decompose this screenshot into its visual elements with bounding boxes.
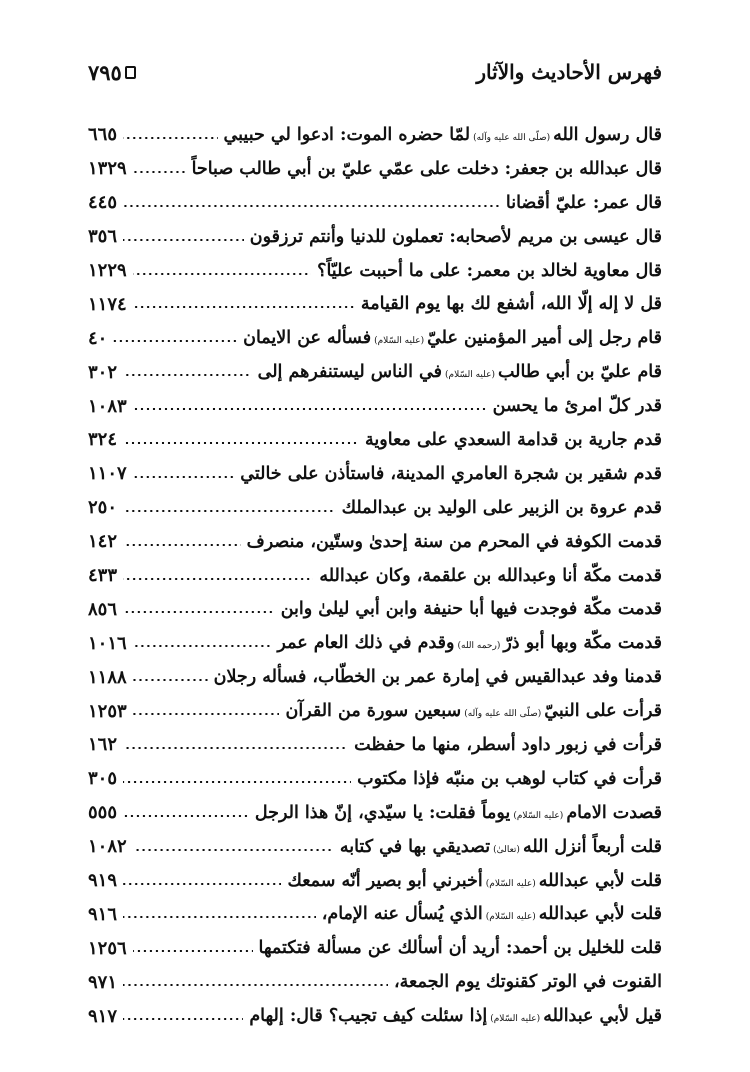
dot-leader [123, 205, 500, 207]
entry-main-text: قدمت مكّة فوجدت فيها أبا حنيفة وابن أبي ليلىٰ وابن [280, 599, 662, 620]
entry-page-number: ٢٥٠ [88, 497, 118, 519]
entry-honorific: (رحمه الله) [457, 641, 501, 652]
entry-main-text: قصدت الامام [566, 802, 662, 823]
index-entry [88, 999, 662, 1033]
entry-honorific: (عليه السّلام) [374, 336, 425, 347]
index-entry [88, 254, 662, 288]
index-entry [88, 118, 662, 152]
dot-leader [133, 679, 208, 681]
dot-leader [133, 273, 312, 275]
entry-page-number: ١٦٢ [88, 734, 118, 756]
entry-continuation: تصديقي بها في كتابه [339, 836, 491, 857]
index-entry [88, 592, 662, 626]
entry-page-number: ١٣٢٩ [88, 158, 127, 180]
entry-honorific: (عليه السّلام) [444, 370, 495, 381]
index-entry [88, 321, 662, 355]
dot-leader [123, 781, 351, 783]
entry-text [258, 362, 662, 382]
entry-page-number: ١٢٥٦ [88, 937, 127, 959]
index-entry [88, 559, 662, 593]
page-number-block [88, 60, 136, 85]
entry-page-number: ١٠١٦ [88, 632, 127, 654]
entry-main-text: قدم شقير بن شجرة العامري المدينة، فاستأذن على خالتي [240, 463, 662, 484]
dot-leader [123, 544, 241, 546]
entry-main-text: القنوت في الوتر كقنوتك يوم الجمعة، [394, 972, 662, 993]
entry-page-number: ٥٥٥ [88, 802, 118, 824]
index-entry [88, 457, 662, 491]
running-title: فهرس الأحاديث والآثار [476, 60, 662, 84]
entry-text [493, 396, 662, 416]
entry-honorific: (عليه السّلام) [485, 878, 536, 889]
entry-text [243, 328, 662, 348]
entry-continuation: فسأله عن الايمان [243, 328, 372, 349]
dot-leader [123, 239, 244, 241]
dot-leader [123, 374, 252, 376]
dot-leader [123, 578, 313, 580]
entry-main-text: قدمت مكّة أنا وعبدالله بن علقمة، وكان عبدالله [319, 565, 662, 586]
entry-text [240, 464, 662, 484]
entry-text [322, 904, 662, 924]
entry-honorific: (صلّى الله عليه وآله) [464, 709, 542, 720]
dot-leader [133, 476, 235, 478]
index-entry [88, 355, 662, 389]
entry-text [277, 633, 662, 653]
index-entry [88, 830, 662, 864]
hadith-index-list [88, 118, 662, 1033]
entry-main-text: قرأت في كتاب لوهب بن منبّه فإذا مكتوب [357, 768, 662, 789]
entry-main-text: قدم جارية بن قدامة السعدي على معاوية [365, 429, 662, 450]
dot-leader [133, 950, 253, 952]
entry-page-number: ٤٣٣ [88, 565, 118, 587]
entry-main-text: قدر كلّ امرئ ما يحسن [492, 396, 662, 417]
entry-main-text: قلت لأبي عبدالله [538, 870, 662, 891]
entry-text [361, 294, 662, 314]
entry-honorific: (عليه السّلام) [485, 912, 536, 923]
entry-text [319, 566, 662, 586]
entry-page-number: ٣٠٥ [88, 768, 118, 790]
entry-continuation: وقدم في ذلك العام عمر [277, 633, 455, 654]
entry-continuation: يوماً فقلت: يا سيّدي، إنّ هذا الرجل [254, 802, 511, 823]
index-entry [88, 389, 662, 423]
dot-leader [133, 713, 280, 715]
index-entry [88, 694, 662, 728]
index-entry [88, 796, 662, 830]
dot-leader [133, 306, 355, 308]
entry-page-number: ١١٧٤ [88, 293, 127, 315]
index-entry [88, 864, 662, 898]
entry-honorific: (عليه السّلام) [513, 810, 564, 821]
entry-text [287, 871, 662, 891]
index-entry [88, 965, 662, 999]
entry-honorific: (تعالىٰ) [493, 844, 520, 855]
index-entry [88, 660, 662, 694]
entry-main-text: قيل لأبي عبدالله [543, 1006, 662, 1027]
dot-leader [133, 171, 186, 173]
page-header [88, 52, 662, 92]
entry-text [285, 701, 662, 721]
entry-text [342, 498, 662, 518]
page-number: ٧٩٥ [88, 59, 122, 85]
entry-main-text: قل لا إله إلّا الله، أشفع لك بها يوم القيامة [360, 294, 662, 315]
entry-main-text: قرأت على النبيّ [544, 701, 662, 722]
index-entry [88, 525, 662, 559]
entry-main-text: قال رسول الله [553, 124, 662, 145]
entry-main-text: قلت أربعاً أنزل الله [522, 836, 662, 857]
entry-continuation: في الناس ليستنفرهم إلى [257, 362, 442, 383]
dot-leader [133, 849, 334, 851]
entry-text [357, 769, 662, 789]
index-entry [88, 220, 662, 254]
dot-leader [113, 340, 237, 342]
entry-page-number: ٣٢٤ [88, 429, 118, 451]
entry-text [354, 735, 662, 755]
entry-page-number: ١١٨٨ [88, 666, 127, 688]
dot-leader [133, 645, 272, 647]
entry-page-number: ٤٠ [88, 327, 108, 349]
dot-leader [123, 611, 275, 613]
entry-page-number: ٨٥٦ [88, 598, 118, 620]
entry-continuation: لمّا حضره الموت: ادعوا لي حبيبي [223, 124, 471, 145]
entry-main-text: قدمت الكوفة في المحرم من سنة إحدىٰ وستّين، منصرف [246, 531, 662, 552]
index-entry [88, 762, 662, 796]
entry-text [506, 193, 662, 213]
entry-main-text: قام رجل إلى أمير المؤمنين عليّ [427, 328, 662, 349]
entry-main-text: قدم عروة بن الزبير على الوليد بن عبدالملك [341, 497, 662, 518]
dot-leader [123, 442, 359, 444]
entry-page-number: ٩٧١ [88, 971, 118, 993]
index-entry [88, 897, 662, 931]
entry-main-text: قدمنا وفد عبدالقيس في إمارة عمر بن الخطّاب، فسأله رجلان [213, 667, 662, 688]
index-entry [88, 152, 662, 186]
entry-text [214, 667, 662, 687]
entry-page-number: ٩١٦ [88, 903, 118, 925]
entry-continuation: سبعين سورة من القرآن [285, 701, 462, 722]
dot-leader [123, 510, 336, 512]
entry-page-number: ١٠٨٣ [88, 395, 127, 417]
entry-main-text: قال عمر: عليّ أقضانا [505, 192, 662, 213]
entry-main-text: قال معاوية لخالد بن معمر: على ما أحببت عليّاً؟ [317, 260, 662, 281]
dot-leader [123, 137, 218, 139]
square-mark-icon [125, 66, 136, 79]
entry-honorific: (عليه السّلام) [490, 1014, 541, 1025]
dot-leader [123, 883, 281, 885]
index-entry [88, 728, 662, 762]
dot-leader [123, 1018, 243, 1020]
index-entry [88, 491, 662, 525]
entry-page-number: ٤٤٥ [88, 192, 118, 214]
entry-text [281, 599, 662, 619]
index-entry [88, 287, 662, 321]
index-entry [88, 423, 662, 457]
entry-page-number: ٣٠٢ [88, 361, 118, 383]
dot-leader [133, 408, 487, 410]
entry-main-text: قرأت في زبور داود أسطر، منها ما حفظت [354, 734, 662, 755]
dot-leader [123, 747, 348, 749]
dot-leader [123, 916, 316, 918]
entry-main-text: قال عيسى بن مريم لأصحابه: تعملون للدنيا وأنتم ترزقون [249, 226, 662, 247]
index-entry [88, 931, 662, 965]
entry-main-text: قام عليّ بن أبي طالب [497, 362, 662, 383]
entry-continuation: إذا سئلت كيف تجيب؟ قال: إلهام [249, 1006, 488, 1027]
entry-main-text: قلت للخليل بن أحمد: أريد أن أسألك عن مسألة فتكتمها [258, 938, 662, 959]
entry-text [224, 125, 662, 145]
entry-main-text: قال عبدالله بن جعفر: دخلت على عمّي عليّ بن أبي طالب صباحاً [191, 158, 662, 179]
entry-honorific: (صلّى الله عليه وآله) [473, 132, 551, 143]
entry-text [340, 837, 662, 857]
entry-text [365, 430, 662, 450]
entry-text [394, 972, 662, 992]
entry-page-number: ١٢٢٩ [88, 260, 127, 281]
entry-continuation: أخبرني أبو بصير أنّه سمعك [287, 870, 483, 891]
entry-text [192, 159, 662, 179]
entry-page-number: ١٢٥٣ [88, 700, 127, 722]
entry-main-text: قدمت مكّة وبها أبو ذرّ [503, 633, 662, 654]
entry-page-number: ٩١٧ [88, 1005, 118, 1027]
entry-page-number: ٩١٩ [88, 870, 118, 892]
entry-page-number: ٣٥٦ [88, 226, 118, 248]
entry-page-number: ١٠٨٢ [88, 836, 127, 858]
entry-text [247, 532, 662, 552]
index-entry [88, 186, 662, 220]
dot-leader [123, 984, 388, 986]
entry-page-number: ١١٠٧ [88, 463, 127, 485]
dot-leader [123, 815, 249, 817]
entry-continuation: الذي يُسأل عنه الإمام، [321, 904, 483, 925]
entry-text [249, 1006, 662, 1026]
index-entry [88, 626, 662, 660]
entry-text [317, 261, 662, 281]
entry-text [250, 227, 662, 247]
entry-main-text: قلت لأبي عبدالله [538, 904, 662, 925]
entry-page-number: ١٤٢ [88, 531, 118, 553]
entry-page-number: ٦٦٥ [88, 124, 118, 146]
entry-text [255, 803, 662, 823]
entry-text [259, 938, 662, 958]
